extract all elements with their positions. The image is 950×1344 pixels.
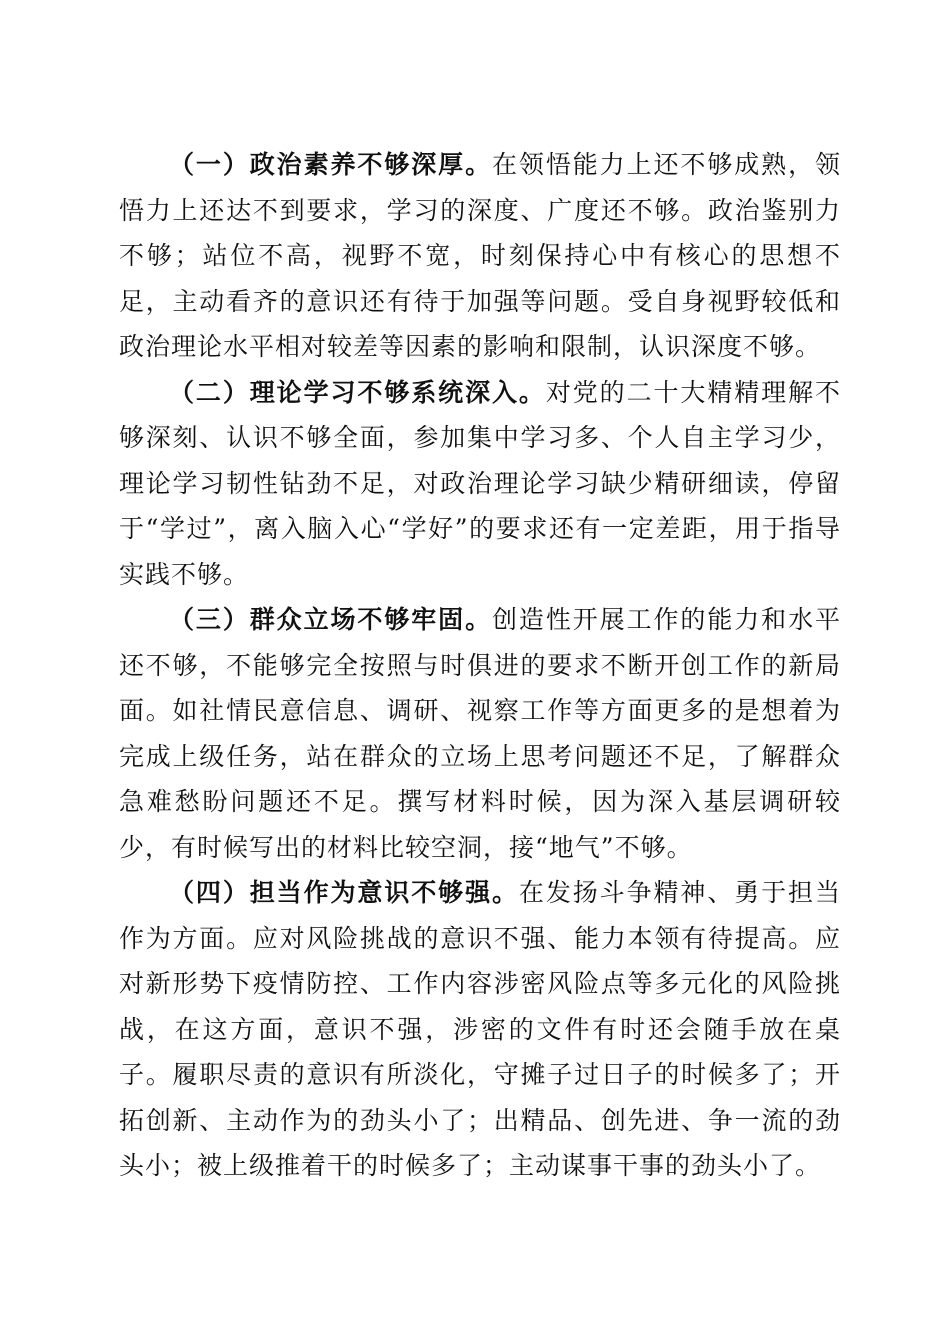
section-text-2: 对党的二十大精精理解不够深刻、认识不够全面，参加集中学习多、个人自主学习少，理论学习韧性钻劲不足，对政治理论学习缺少精研细读，停留于“学过”，离入脑入心“学好”的要求还有一定差距，用于指导实践不够。 [119, 377, 841, 589]
section-paragraph-4 [119, 870, 841, 1189]
section-text-4: 在发扬斗争精神、勇于担当作为方面。应对风险挑战的意识不强、能力本领有待提高。应对新形势下疫情防控、工作内容涉密风险点等多元化的风险挑战，在这方面，意识不强，涉密的文件有时还会随手放在桌子。履职尽责的意识有所淡化，守摊子过日子的时候多了；开拓创新、主动作为的劲头小了；出精品、创先进、争一流的劲头小；被上级推着干的时候多了；主动谋事干事的劲头小了。 [119, 878, 841, 1180]
section-paragraph-3 [119, 597, 841, 870]
section-paragraph-1 [119, 142, 841, 370]
section-paragraph-2 [119, 370, 841, 598]
section-heading-1: （一）政治素养不够深厚。 [169, 150, 492, 179]
section-heading-3: （三）群众立场不够牢固。 [169, 605, 492, 634]
section-text-3: 创造性开展工作的能力和水平还不够，不能够完全按照与时俱进的要求不断开创工作的新局面。如社情民意信息、调研、视察工作等方面更多的是想着为完成上级任务，站在群众的立场上思考问题还不足，了解群众急难愁盼问题还不足。撰写材料时候，因为深入基层调研较少，有时候写出的材料比较空洞，接“地气”不够。 [119, 605, 841, 862]
document-body [119, 142, 841, 1189]
section-heading-4: （四）担当作为意识不够强。 [169, 878, 519, 907]
section-heading-2: （二）理论学习不够系统深入。 [169, 377, 546, 407]
section-text-1: 在领悟能力上还不够成熟，领悟力上还达不到要求，学习的深度、广度还不够。政治鉴别力不够；站位不高，视野不宽，时刻保持心中有核心的思想不足，主动看齐的意识还有待于加强等问题。受自身视野较低和政治理论水平相对较差等因素的影响和限制，认识深度不够。 [119, 150, 841, 361]
